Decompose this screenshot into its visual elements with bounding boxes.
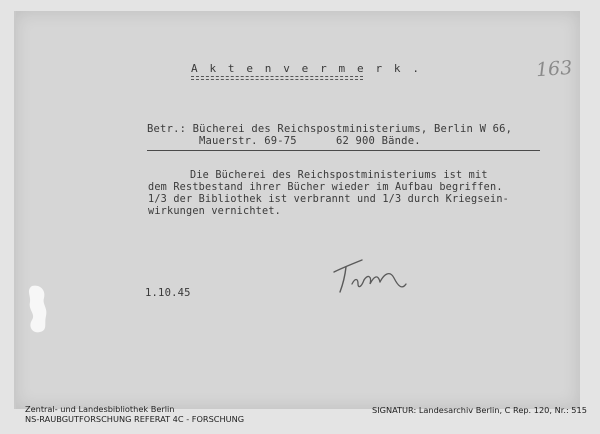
footer-institution — [25, 405, 244, 424]
body-line: 1/3 der Bibliothek ist verbrannt und 1/3 durch Kriegsein- — [148, 194, 510, 205]
body-line: Die Bücherei des Reichspostministeriums ist mit — [190, 170, 488, 181]
footer-institution-line-1: Zentral- und Landesbibliothek Berlin — [25, 404, 175, 414]
footer-signatur: SIGNATUR: Landesarchiv Berlin, C Rep. 120, Nr.: 515 — [372, 405, 587, 415]
subject-line-1: Betr.: Bücherei des Reichspostministeriums, Berlin W 66, — [147, 123, 513, 135]
body-line: wirkungen vernichtet. — [148, 206, 282, 217]
title-underline — [191, 76, 363, 77]
paper-hole-stain — [22, 282, 54, 334]
subject-underline — [147, 150, 540, 151]
subject-line-2: Mauerstr. 69-75 62 900 Bände. — [199, 135, 421, 147]
footer-institution-line-2: NS-RAUBGUTFORSCHUNG REFERAT 4C - FORSCHUNG — [25, 413, 245, 424]
title-underline-double — [191, 79, 363, 80]
document-title: A k t e n v e r m e r k . — [191, 62, 422, 75]
body-line: dem Restbestand ihrer Bücher wieder im Aufbau begriffen. — [148, 182, 503, 193]
document-date: 1.10.45 — [145, 287, 191, 299]
folio-number: 163 — [535, 56, 573, 82]
handwritten-signature — [328, 250, 412, 298]
